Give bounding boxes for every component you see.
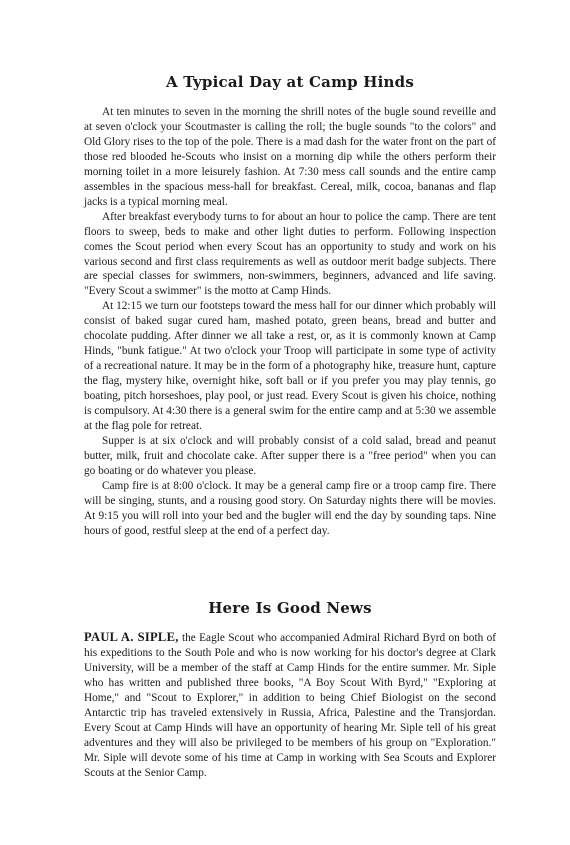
paragraph-dinner: At 12:15 we turn our footsteps toward the mess hall for our dinner which probably will consist of baked sugar cured ham, mashed potato, green beans, bread and butter and chocolate pudding. After dinner we all take a rest, or, as it is commonly known at Camp Hinds, "bunk fatigue." At two o'clock your Troop will participate in some type of activity of a recreational nature. It may be in the form of a photography hike, treasure hunt, capture the flag, mystery hike, overnight hike, soft ball or if you prefer you may play tennis, go boating, pitch horseshoes, play pool, or just read. Every Scout is given his choice, nothing is compulsory. At 4:30 there is a general swim for the entire camp and at 5:30 we assemble at the flag pole for retreat. (84, 300, 496, 433)
typical-day-body (84, 105, 496, 539)
section-title-typical-day: A Typical Day at Camp Hinds (166, 73, 414, 91)
paragraph-camp-fire: Camp fire is at 8:00 o'clock. It may be a general camp fire or a troop camp fire. There will be singing, stunts, and a rousing good story. On Saturday nights there will be movies. At 9:15 you will roll into your bed and the bugler will end the day by sounding taps. Nine hours of good, restful sleep at the end of a perfect day. (84, 479, 496, 537)
section-title-good-news: Here Is Good News (208, 599, 372, 617)
paragraph-supper: Supper is at six o'clock and will probably consist of a cold salad, bread and peanut butter, milk, fruit and chocolate cake. After supper there is a "free period" when you can go boating or do whatever you please. (84, 434, 496, 477)
siple-body-text: the Eagle Scout who accompanied Admiral Richard Byrd on both of his expeditions to the South Pole and who is now working for his doctor's degree at Clark University, will be a member of the staff at Camp Hinds for the entire summer. Mr. Siple who has written and published three books, "A Boy Scout With Byrd," "Exploring at Home," and "Scout to Explorer," in addition to being Chief Biologist on the second Antarctic trip has traveled extensively in Russia, Africa, Palestine and the Transjordan. Every Scout at Camp Hinds will have an opportunity of hearing Mr. Siple tell of his great adventures and they will also be privileged to be members of his group on "Exploration." Mr. Siple will devote some of his time at Camp in working with Sea Scouts and Explorer Scouts at the Senior Camp. (84, 632, 497, 779)
good-news-body (84, 630, 496, 781)
paragraph-after-breakfast: After breakfast everybody turns to for about an hour to police the camp. There are tent floors to sweep, beds to make and other light duties to perform. Following inspection comes the Scout period when every Scout has an opportunity to study and work on his various second and first class requirements as well as outdoor merit badge subjects. There are special classes for swimmers, non-swimmers, beginners, advanced and life saving. "Every Scout a swimmer" is the motto at Camp Hinds. (84, 210, 496, 298)
paragraph-morning: At ten minutes to seven in the morning the shrill notes of the bugle sound reveille and at seven o'clock your Scoutmaster is calling the roll; the bugle sounds "to the colors" and Old Glory rises to the top of the pole. There is a mad dash for the water front on the part of those red blooded he-Scouts who insist on a morning dip while the others perform their morning toilet in a more leisurely fashion. At 7:30 mess call sounds and the entire camp assembles in the spacious mess-hall for breakfast. Cereal, milk, cocoa, bananas and flap jacks is a typical morning meal. (84, 106, 496, 208)
lead-name: PAUL A. SIPLE, (84, 630, 179, 644)
paragraph-siple (84, 630, 496, 781)
